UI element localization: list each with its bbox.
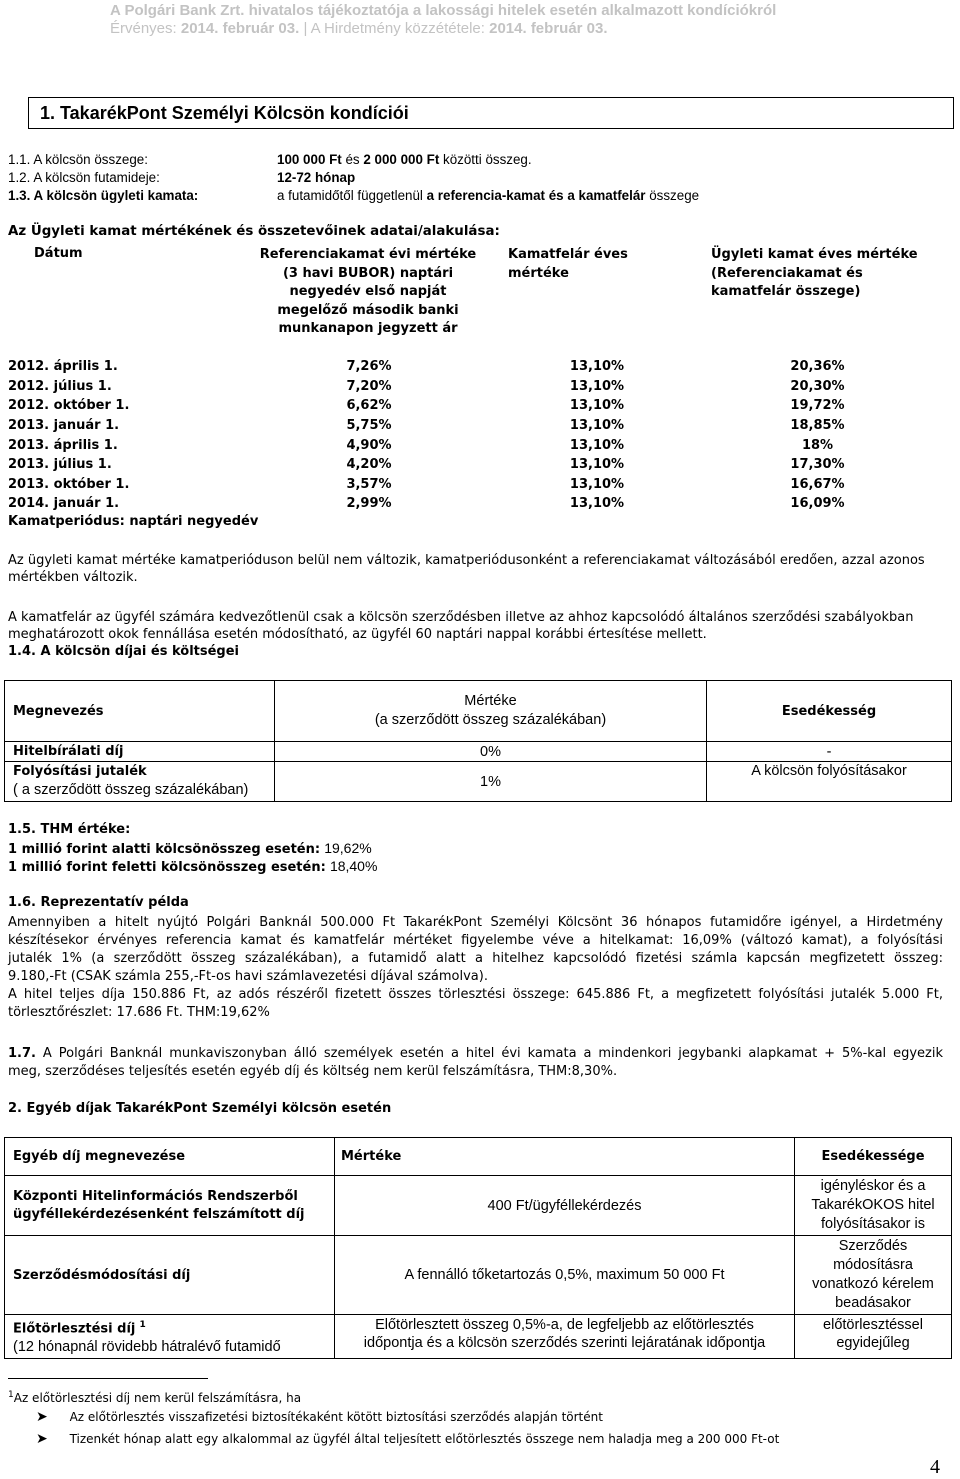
other-fees-header-row (5, 1138, 952, 1176)
rate-margin: 13,10% (569, 437, 625, 453)
paragraph-interest-change: Az ügyleti kamat mértéke kamatperióduson belül nem változik, kamatperiódusonként a referenciakamat változásából eredően, azzal azonos mértékben változik. (8, 553, 925, 585)
other-fee-modification-rate: A fennálló tőketartozás 0,5%, maximum 50 000 Ft (335, 1236, 795, 1315)
other-fees-table (4, 1137, 952, 1359)
rate-reference: 2,99% (346, 496, 392, 512)
other-fee-prepayment-due: előtörlesztéssel egyidejűleg (795, 1315, 952, 1359)
rate-total: 17,30% (790, 457, 845, 473)
footnote-text: $^1$Az előtörlesztési díj nem kerül felszámításra, ha (8, 1390, 302, 1405)
fee-assessment-rate: 0% (275, 742, 707, 762)
rate-row (8, 494, 938, 514)
rate-margin: 13,10% (569, 457, 625, 473)
other-fee-header-due: Esedékessége (795, 1138, 952, 1176)
rate-row (8, 377, 938, 397)
loan-interest-label: 1.3. A kölcsön ügyleti kamata: (8, 188, 199, 203)
footnote-separator (8, 1378, 208, 1379)
other-fee-modification-name: Szerződésmódosítási díj (5, 1236, 335, 1315)
rate-margin: 13,10% (569, 476, 625, 492)
rate-total: 20,30% (790, 378, 845, 394)
section-2-title: 2. Egyéb díjak TakarékPont Személyi kölcsön esetén (8, 1101, 392, 1116)
footnote-bullet-1: ➤ Az előtörlesztés visszafizetési biztosítékaként kötött biztosítási szerződés alapján történt (36, 1409, 603, 1425)
rate-reference: 3,57% (346, 476, 392, 492)
rate-row (8, 435, 938, 455)
fee-assessment-name: Hitelbírálati díj (5, 742, 275, 762)
rate-date: 2012. október 1. (8, 398, 130, 414)
rate-row (8, 357, 938, 377)
rate-row (8, 416, 938, 436)
example-title: 1.6. Reprezentatív példa (8, 895, 189, 910)
rate-total: 18,85% (790, 418, 845, 434)
rate-date: 2013. október 1. (8, 476, 130, 492)
page-number: 4 (930, 1456, 940, 1478)
fee-disbursement-due: A kölcsön folyósításakor (707, 762, 952, 802)
fee-header-name: Megnevezés (5, 681, 275, 742)
rate-header-total: Ügyleti kamat éves mértéke (Referenciakamat és kamatfelár összege) (711, 247, 918, 299)
rate-header-date: Dátum (34, 246, 83, 261)
footnote-bullet-2: ➤ Tizenkét hónap alatt egy alkalommal az ügyfél által teljesített előtörlesztés összege nem haladja meg a 200 000 Ft-ot (36, 1431, 780, 1447)
rate-margin: 13,10% (569, 496, 625, 512)
thm-under-1m: 1 millió forint alatti kölcsönösszeg esetén: 19,62% (8, 840, 372, 857)
rate-total: 16,09% (790, 496, 845, 512)
fee-assessment-due: - (707, 742, 952, 762)
other-fee-row-modification (5, 1236, 952, 1315)
section-1-title: 1. TakarékPont Személyi Kölcsön kondíciói (40, 103, 409, 123)
loan-interest-value: a futamidőtől függetlenül a referencia-kamat és a kamatfelár összege (277, 188, 700, 203)
loan-amount-label: 1.1. A kölcsön összege: (8, 152, 148, 167)
rate-total: 19,72% (790, 398, 845, 414)
rate-date: 2013. április 1. (8, 437, 118, 453)
rate-table-heading: Az Ügyleti kamat mértékének és összetevőinek adatai/alakulása: (8, 224, 500, 239)
rate-reference: 7,20% (346, 378, 392, 394)
example-text: Amennyiben a hitelt nyújtó Polgári Banknál 500.000 Ft TakarékPont Személyi Kölcsönt 36 hónapos futamidőre igényel, a Hirdetmény készítésekor érvényes referencia kamat és kamatfelár mértéket figyelembe véve a hitelkamat: 16,09% (változó kamat), a folyósítási jutalék 1% (a szerződött összeg százalékában), a futamidő alatt a hitelhez kapcsolódó fizetési számla kapcsán megfizetett összeg: 9.180,-Ft (CSAK számla 255,-Ft-os havi számlavezetési díjával számolva). A hitel teljes díja 150.886 Ft, az adós részéről fizetett összes törlesztési összege: 645.886 Ft, a megfizetett folyósítási jutalék 5.000 Ft, törlesztőrészlet: 17.686 Ft. THM:19,62% (8, 915, 943, 1020)
other-fee-prepayment-name: Előtörlesztési díj $^1$ (12 hónapnál rövidebb hátralévő futamidő (5, 1315, 335, 1359)
rate-reference: 4,20% (346, 457, 392, 473)
other-fee-header-rate: Mértéke (335, 1138, 795, 1176)
other-fee-modification-due: Szerződés módosításra vonatkozó kérelem beadásakor (795, 1236, 952, 1315)
rate-header-reference: Referenciakamat évi mértéke (3 havi BUBOR) naptári negyedév első napját megelőző második banki munkanapon jegyzett ár (259, 247, 477, 336)
section-1-title-box (28, 97, 954, 129)
rate-total: 20,36% (790, 359, 845, 375)
thm-over-1m: 1 millió forint feletti kölcsönösszeg esetén: 18,40% (8, 858, 378, 875)
rate-date: 2012. április 1. (8, 359, 118, 375)
document-header-dates: Érvényes: 2014. február 03. | A Hirdetmény közzététele: 2014. február 03. (110, 20, 608, 37)
rate-reference: 5,75% (346, 418, 392, 434)
other-fee-prepayment-rate: Előtörlesztett összeg 0,5%-a, de legfeljebb az előtörlesztés időpontja és a kölcsön szerződés szerinti lejáratának időpontja (335, 1315, 795, 1359)
paragraph-margin-change: A kamatfelár az ügyfél számára kedvezőtlenül csak a kölcsön szerződésben illetve az ahhoz kapcsolódó általános szerződési szabályokban meghatározott okok fennállása esetén módosítható, az ügyfél 60 naptári nappal korábbi értesítése mellett. (8, 610, 914, 642)
other-fee-row-prepayment (5, 1315, 952, 1359)
other-fee-khr-due: igényléskor és a TakarékOKOS hitel folyósításakor is (795, 1176, 952, 1236)
other-fee-khr-rate: 400 Ft/ügyféllekérdezés (335, 1176, 795, 1236)
rate-reference: 7,26% (346, 359, 392, 375)
loan-amount-value: 100 000 Ft és 2 000 000 Ft közötti összeg. (277, 152, 532, 167)
rate-date: 2013. január 1. (8, 418, 120, 434)
rate-margin: 13,10% (569, 398, 625, 414)
fee-header-due: Esedékesség (707, 681, 952, 742)
other-fee-khr-name: Központi Hitelinformációs Rendszerből ügyféllekérdezésenként felszámított díj (5, 1176, 335, 1236)
rate-table-body (8, 357, 938, 514)
fee-table (4, 680, 952, 802)
fee-header-rate: Mértéke (a szerződött összeg százalékában) (275, 681, 707, 742)
rate-row (8, 475, 938, 495)
loan-term-value: 12-72 hónap (277, 170, 356, 185)
rate-header-margin: Kamatfelár éves mértéke (508, 247, 628, 281)
fee-disbursement-name: Folyósítási jutalék ( a szerződött összeg százalékában) (5, 762, 275, 802)
rate-date: 2012. július 1. (8, 378, 112, 394)
rate-total: 18% (801, 437, 834, 453)
thm-title: 1.5. THM értéke: (8, 822, 131, 837)
arrow-bullet-icon: ➤ (36, 1431, 48, 1447)
interest-period-note: Kamatperiódus: naptári negyedév (8, 514, 259, 529)
rate-row (8, 455, 938, 475)
fee-table-header-row (5, 681, 952, 742)
arrow-bullet-icon: ➤ (36, 1409, 48, 1425)
other-fee-header-name: Egyéb díj megnevezése (5, 1138, 335, 1176)
rate-margin: 13,10% (569, 418, 625, 434)
rate-date: 2013. július 1. (8, 457, 112, 473)
rate-total: 16,67% (790, 476, 845, 492)
fee-row-disbursement (5, 762, 952, 802)
loan-term-label: 1.2. A kölcsön futamideje: (8, 170, 160, 185)
rate-row (8, 396, 938, 416)
document-header-title: A Polgári Bank Zrt. hivatalos tájékoztatója a lakossági hitelek esetén alkalmazott kondíciókról (110, 2, 777, 19)
section-1-4-title: 1.4. A kölcsön díjai és költségei (8, 644, 240, 659)
fee-row-assessment (5, 742, 952, 762)
section-1-7: 1.7. A Polgári Banknál munkaviszonyban álló személyek esetén a hitel évi kamata a mindenkori jegybanki alapkamat + 5%-kal egyezik meg, szerződéses teljesítés esetén egyéb díj és költség nem kerül felszámításra, THM:8,30%. (8, 1046, 943, 1079)
rate-reference: 6,62% (346, 398, 392, 414)
rate-reference: 4,90% (346, 437, 392, 453)
rate-date: 2014. január 1. (8, 496, 120, 512)
rate-margin: 13,10% (569, 359, 625, 375)
rate-margin: 13,10% (569, 378, 625, 394)
fee-disbursement-rate: 1% (275, 762, 707, 802)
other-fee-row-khr (5, 1176, 952, 1236)
